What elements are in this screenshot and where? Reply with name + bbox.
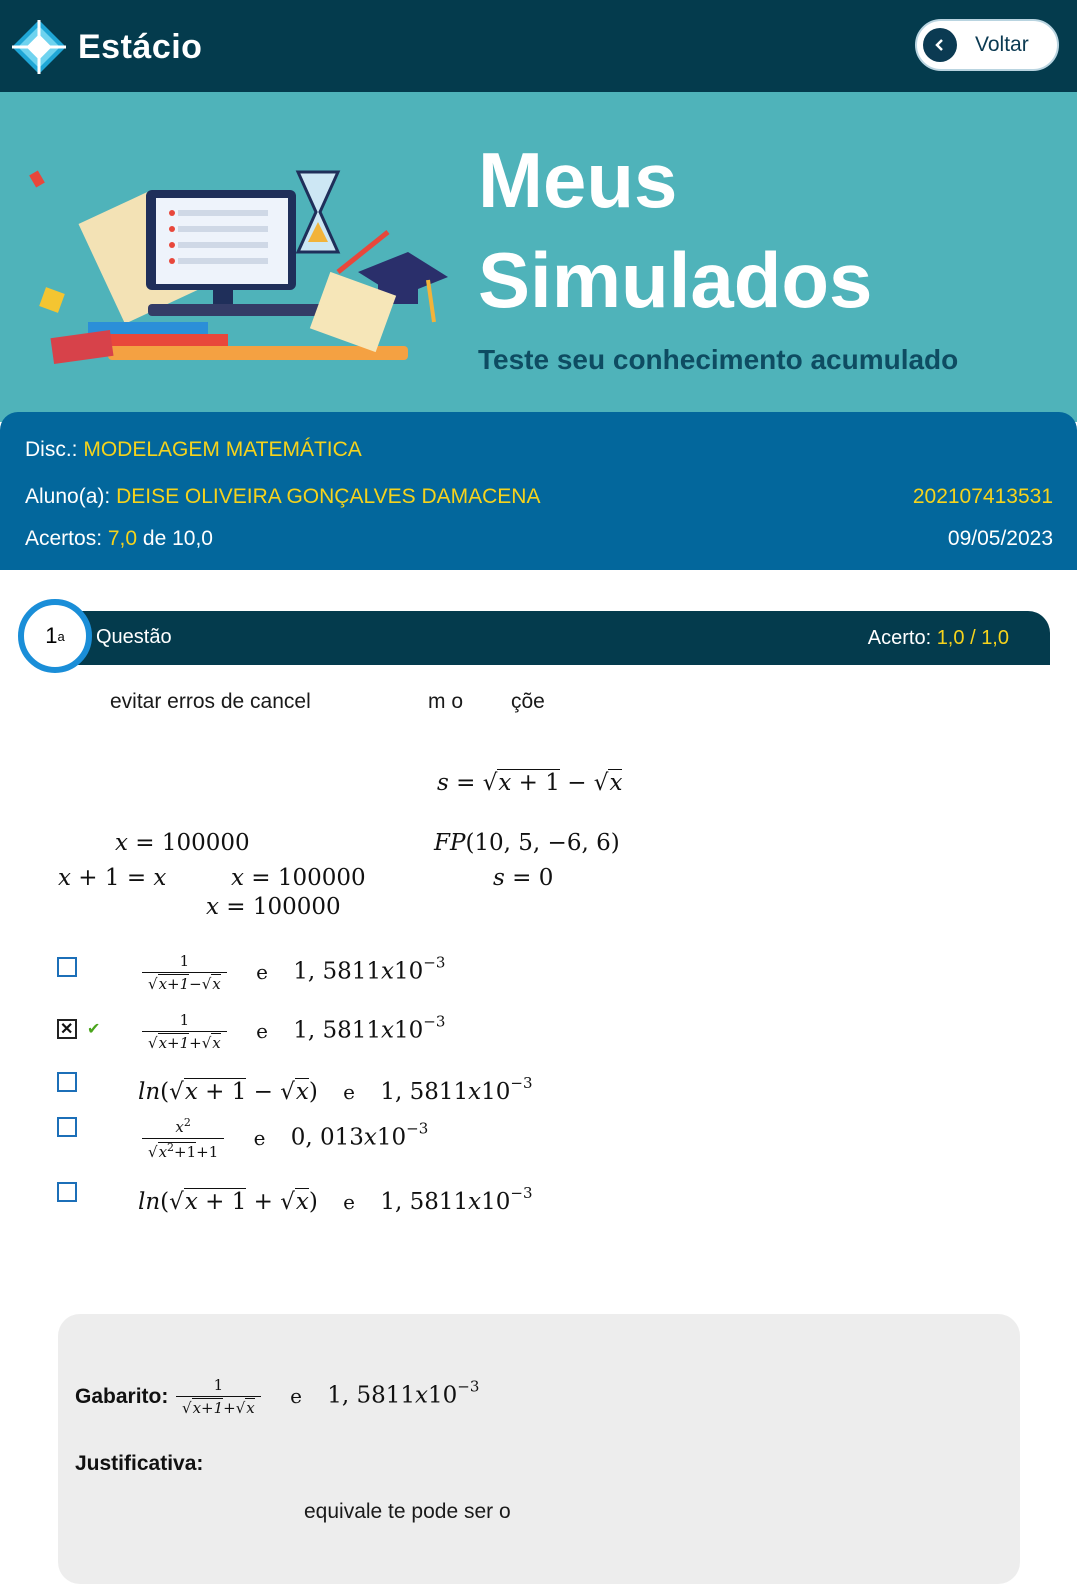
student-row: Aluno(a): DEISE OLIVEIRA GONÇALVES DAMACENA (25, 485, 541, 508)
option-b-checkbox[interactable]: ✕ (57, 1019, 77, 1039)
equation-x-plus-1: x + 1 = x (58, 865, 167, 891)
formula-s: s = √x + 1 − √x (437, 770, 623, 796)
question-intro-2: m o (428, 690, 464, 713)
diamond-logo-icon (10, 18, 68, 76)
option-d-checkbox[interactable] (57, 1117, 77, 1137)
gabarito-value: $\frac{1}{√x+1+√x}$ e 1, $5811x10^{-3}$ (172, 1376, 479, 1417)
justificativa-text: equivale te pode ser o (304, 1500, 511, 1523)
question-intro-3: çõe (511, 690, 545, 713)
study-illustration (28, 162, 458, 422)
assignment-x-2: x = 100000 (231, 865, 366, 891)
score-value: 7,0 (107, 527, 138, 550)
brand-name: Estácio (78, 27, 203, 66)
option-c-checkbox[interactable] (57, 1072, 77, 1092)
answer-key-panel (58, 1314, 1020, 1584)
question-label: Questão (96, 626, 172, 648)
option-d-text: $\frac{x^2}{√x^2+1+1}$ e 0, $013x10^{-3}$ (138, 1116, 428, 1161)
option-a-checkbox[interactable] (57, 957, 77, 977)
discipline-name: MODELAGEM MATEMÁTICA (83, 438, 362, 461)
option-b-text: $\frac{1}{√x+1+√x}$ e 1, $5811x10^{-3}$ (138, 1011, 445, 1052)
score-row: Acertos: 7,0 de 10,0 (25, 527, 213, 550)
correct-check-icon: ✔ (87, 1021, 101, 1038)
back-button-label: Voltar (975, 33, 1029, 56)
exam-date: 09/05/2023 (947, 527, 1053, 550)
floating-point-system: FP(10, 5, −6, 6) (434, 830, 620, 856)
back-button[interactable] (915, 19, 1059, 71)
justificativa-label: Justificativa: (75, 1452, 204, 1475)
result-s-zero: s = 0 (493, 865, 554, 891)
option-e-text: ln(√x + 1 + √x) e 1, $5811x10^{-3}$ (138, 1184, 533, 1215)
hero-banner (0, 92, 1077, 422)
student-name: DEISE OLIVEIRA GONÇALVES DAMACENA (116, 485, 541, 508)
score-total: de 10,0 (142, 527, 213, 550)
option-a-text: $\frac{1}{√x+1-√x}$ e 1, $5811x10^{-3}$ (138, 952, 445, 993)
question-number-badge: 1 a (18, 599, 92, 673)
option-e-checkbox[interactable] (57, 1182, 77, 1202)
student-id: 202107413531 (912, 485, 1053, 508)
option-c-text: ln(√x + 1 − √x) e 1, $5811x10^{-3}$ (138, 1074, 533, 1105)
question-intro-1: evitar erros de cancel (110, 690, 311, 713)
assignment-x-3: x = 100000 (206, 894, 341, 920)
discipline-row: Disc.: MODELAGEM MATEMÁTICA (25, 438, 362, 461)
top-bar (0, 0, 1077, 92)
exam-info-panel (0, 412, 1077, 570)
estacio-logo[interactable] (10, 18, 202, 76)
chevron-left-icon (923, 28, 957, 62)
page-title: Meus Simulados (478, 136, 873, 324)
gabarito-label: Gabarito: (75, 1385, 169, 1408)
question-score: Acerto: 1,0 / 1,0 (867, 627, 1009, 649)
assignment-x: x = 100000 (115, 830, 250, 856)
page-subtitle: Teste seu conhecimento acumulado (478, 344, 959, 375)
